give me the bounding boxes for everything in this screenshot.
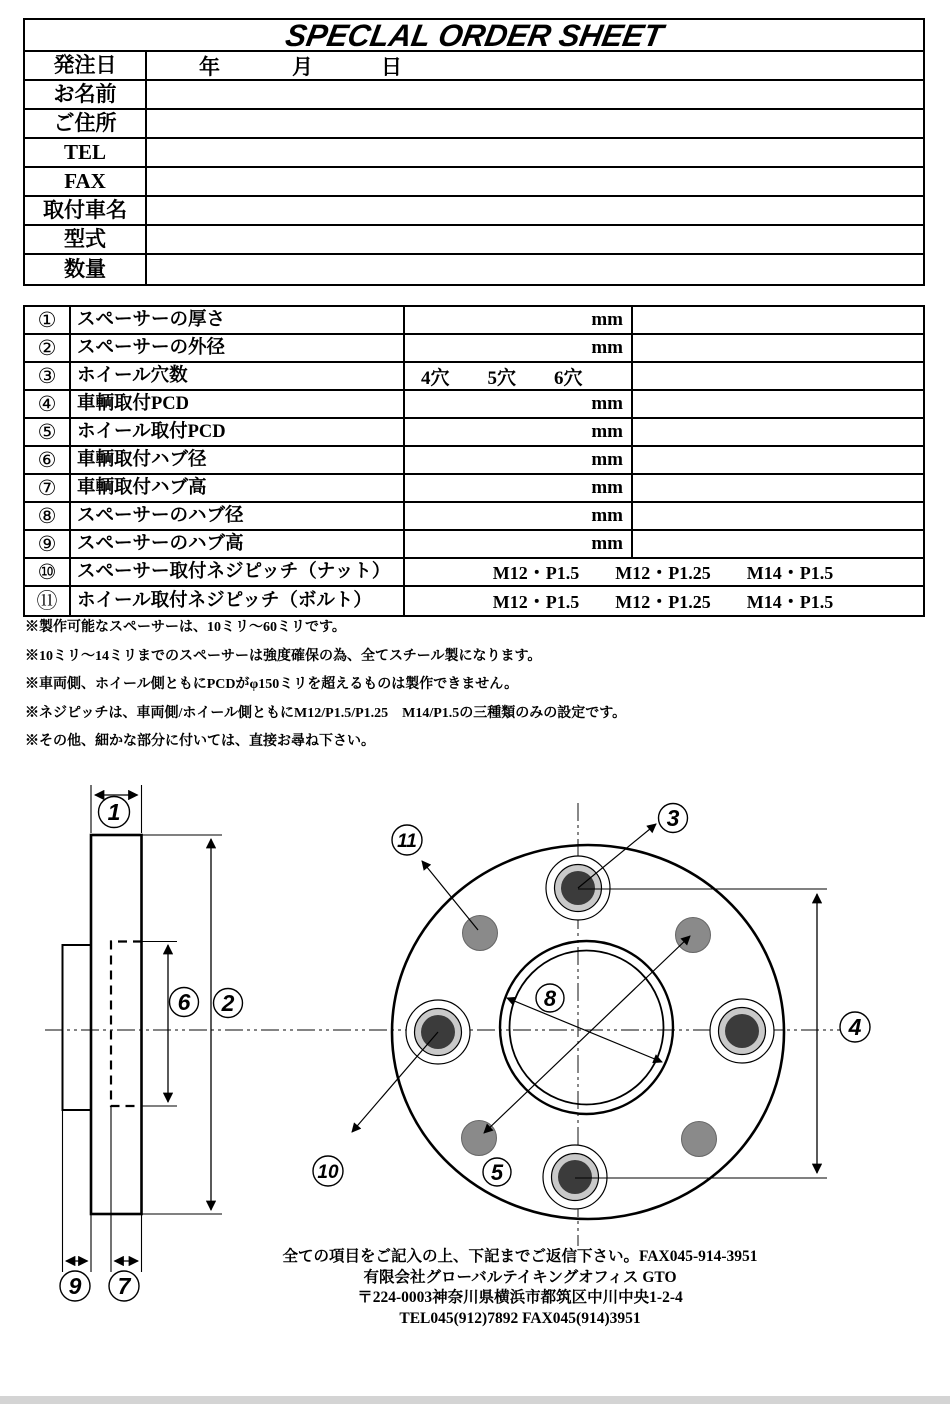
spec-value-10[interactable]: M12・P1.5 M12・P1.25 M14・P1.5 xyxy=(492,563,834,583)
car-name-field[interactable] xyxy=(147,197,923,224)
callout-5 xyxy=(483,1158,511,1186)
spec-label-2: スペーサーの外径 xyxy=(71,335,405,361)
note-1: ※製作可能なスペーサーは、10ミリ～60ミリです。 xyxy=(25,620,346,635)
spec-row-7 xyxy=(25,475,923,503)
note-5: ※その他、細かな部分に付いては、直接お尋ね下さい。 xyxy=(25,734,375,749)
spec-row-6 xyxy=(25,447,923,475)
quantity-label: 数量 xyxy=(25,255,147,284)
sheet-title xyxy=(25,17,923,53)
spec-extra-7[interactable] xyxy=(633,475,923,501)
svg-text:7: 7 xyxy=(117,1273,131,1299)
model-field[interactable] xyxy=(147,226,923,253)
spec-value-11[interactable]: M12・P1.5 M12・P1.25 M14・P1.5 xyxy=(492,592,834,612)
spec-num-3: ③ xyxy=(25,363,71,389)
svg-text:2: 2 xyxy=(221,990,235,1016)
spec-extra-1[interactable] xyxy=(633,307,923,333)
footer-line-company: 有限会社グローバルテイキングオフィス GTO xyxy=(363,1268,677,1286)
note-2: ※10ミリ～14ミリまでのスペーサーは強度確保の為、全てスチール製になります。 xyxy=(25,648,542,664)
order-date-field[interactable] xyxy=(147,52,923,79)
note-3: ※車両側、ホイール側ともにPCDがφ150ミリを超えるものは製作できません。 xyxy=(25,677,519,692)
bolt-hole-bottom xyxy=(543,1145,607,1209)
spec-value-5[interactable]: mm xyxy=(405,419,633,445)
form-row-name xyxy=(25,81,923,110)
svg-text:10: 10 xyxy=(317,1162,339,1183)
callout-8 xyxy=(536,984,564,1012)
spec-label-7: 車輌取付ハブ高 xyxy=(71,475,405,501)
address-label: ご住所 xyxy=(25,110,147,137)
spec-row-4 xyxy=(25,391,923,419)
spec-value-1[interactable]: mm xyxy=(405,307,633,333)
spec-value-8[interactable]: mm xyxy=(405,503,633,529)
form-row-fax xyxy=(25,168,923,197)
notes-list xyxy=(25,621,905,764)
callout-11 xyxy=(392,825,422,855)
spec-num-6: ⑥ xyxy=(25,447,71,473)
spec-num-2: ② xyxy=(25,335,71,361)
spec-row-5 xyxy=(25,419,923,447)
spec-row-10 xyxy=(25,559,923,587)
spec-num-7: ⑦ xyxy=(25,475,71,501)
callout-10 xyxy=(313,1156,343,1186)
spec-label-10: スペーサー取付ネジピッチ（ナット） xyxy=(71,559,405,585)
dim-5-arrow xyxy=(484,936,690,1133)
bottom-strip xyxy=(0,1396,950,1404)
spec-num-8: ⑧ xyxy=(25,503,71,529)
svg-text:4: 4 xyxy=(848,1014,862,1040)
callout-10-arrow xyxy=(352,1032,438,1132)
svg-text:3: 3 xyxy=(666,805,680,831)
note-4: ※ネジピッチは、車両側/ホイール側ともにM12/P1.5/P1.25 M14/P1.5の三種類のみの設定です。 xyxy=(25,705,627,721)
spec-extra-6[interactable] xyxy=(633,447,923,473)
name-field[interactable] xyxy=(147,81,923,108)
side-view xyxy=(63,785,223,1272)
spec-label-4: 車輌取付PCD xyxy=(71,391,405,417)
spec-row-2 xyxy=(25,335,923,363)
hidden-bore-dashed xyxy=(111,942,142,1107)
quantity-field[interactable] xyxy=(147,255,923,284)
spec-extra-4[interactable] xyxy=(633,391,923,417)
spec-table xyxy=(23,305,925,617)
front-view xyxy=(352,824,827,1219)
hub-circle-outer xyxy=(500,941,673,1114)
hub-circle-inner xyxy=(510,951,664,1105)
spec-num-4: ④ xyxy=(25,391,71,417)
spec-label-5: ホイール取付PCD xyxy=(71,419,405,445)
spec-row-3 xyxy=(25,363,923,391)
spec-num-9: ⑨ xyxy=(25,531,71,557)
spec-extra-9[interactable] xyxy=(633,531,923,557)
tel-label: TEL xyxy=(25,139,147,166)
svg-text:6: 6 xyxy=(177,989,191,1015)
spec-extra-2[interactable] xyxy=(633,335,923,361)
spec-label-9: スペーサーのハブ高 xyxy=(71,531,405,557)
spec-row-8 xyxy=(25,503,923,531)
footer-contact xyxy=(145,1247,895,1329)
hub-protrusion-rect xyxy=(63,945,92,1110)
spec-num-11: ⑪ xyxy=(25,587,71,615)
spec-num-10: ⑩ xyxy=(25,559,71,585)
fax-label: FAX xyxy=(25,168,147,195)
footer-line-return-instruction: 全ての項目をご記入の上、下記までご返信下さい。FAX045-914-3951 xyxy=(282,1248,758,1265)
wheel-hole-upper-right xyxy=(676,918,711,953)
callout-1 xyxy=(99,797,130,828)
spec-value-3[interactable]: 4穴 5穴 6穴 xyxy=(405,363,633,389)
spec-label-8: スペーサーのハブ径 xyxy=(71,503,405,529)
spec-label-3: ホイール穴数 xyxy=(71,363,405,389)
spec-label-11: ホイール取付ネジピッチ（ボルト） xyxy=(71,587,405,615)
svg-text:11: 11 xyxy=(397,831,417,852)
svg-text:8: 8 xyxy=(543,986,557,1011)
callout-2 xyxy=(214,989,243,1018)
spec-extra-5[interactable] xyxy=(633,419,923,445)
spec-value-6[interactable]: mm xyxy=(405,447,633,473)
spec-value-9[interactable]: mm xyxy=(405,531,633,557)
spec-label-6: 車輌取付ハブ径 xyxy=(71,447,405,473)
footer-line-address: 〒224-0003神奈川県横浜市都筑区中川中央1-2-4 xyxy=(357,1289,683,1306)
callout-6 xyxy=(170,988,199,1017)
spec-row-9 xyxy=(25,531,923,559)
bolt-hole-right xyxy=(710,999,774,1063)
spec-num-5: ⑤ xyxy=(25,419,71,445)
month-label: 月 xyxy=(292,54,313,79)
wheel-hole-upper-left xyxy=(463,916,498,951)
name-label: お名前 xyxy=(25,81,147,108)
order-form-table xyxy=(23,18,925,286)
callout-3-arrow xyxy=(578,824,656,888)
address-field[interactable] xyxy=(147,110,923,137)
callout-3 xyxy=(659,804,688,833)
spec-row-1 xyxy=(25,307,923,335)
form-row-car-name xyxy=(25,197,923,226)
svg-text:5: 5 xyxy=(490,1160,504,1185)
svg-text:1: 1 xyxy=(107,799,121,825)
day-label: 日 xyxy=(381,54,402,79)
callout-9 xyxy=(60,1271,90,1301)
callout-4 xyxy=(840,1012,870,1042)
spacer-drawing xyxy=(0,760,950,1320)
spec-row-11 xyxy=(25,587,923,615)
svg-text:9: 9 xyxy=(68,1273,82,1299)
spec-label-1: スペーサーの厚さ xyxy=(71,307,405,333)
footer-line-tel-fax: TEL045(912)7892 FAX045(914)3951 xyxy=(399,1309,641,1327)
callout-7 xyxy=(109,1271,139,1301)
spec-extra-3[interactable] xyxy=(633,363,923,389)
form-row-order-date xyxy=(25,52,923,81)
spec-extra-8[interactable] xyxy=(633,503,923,529)
form-row-address xyxy=(25,110,923,139)
sheet-title-text: SPECLAL ORDER SHEET xyxy=(282,17,666,53)
spec-value-4[interactable]: mm xyxy=(405,391,633,417)
wheel-hole-lower-right xyxy=(682,1122,717,1157)
order-date-label: 発注日 xyxy=(25,52,147,79)
spec-value-2[interactable]: mm xyxy=(405,335,633,361)
form-row-model xyxy=(25,226,923,255)
model-label: 型式 xyxy=(25,226,147,253)
spec-num-1: ① xyxy=(25,307,71,333)
year-label: 年 xyxy=(199,54,220,79)
form-row-quantity xyxy=(25,255,923,284)
tel-field[interactable] xyxy=(147,139,923,166)
fax-field[interactable] xyxy=(147,168,923,195)
form-row-tel xyxy=(25,139,923,168)
car-name-label: 取付車名 xyxy=(25,197,147,224)
spec-value-7[interactable]: mm xyxy=(405,475,633,501)
spacer-body-rect xyxy=(91,835,142,1214)
